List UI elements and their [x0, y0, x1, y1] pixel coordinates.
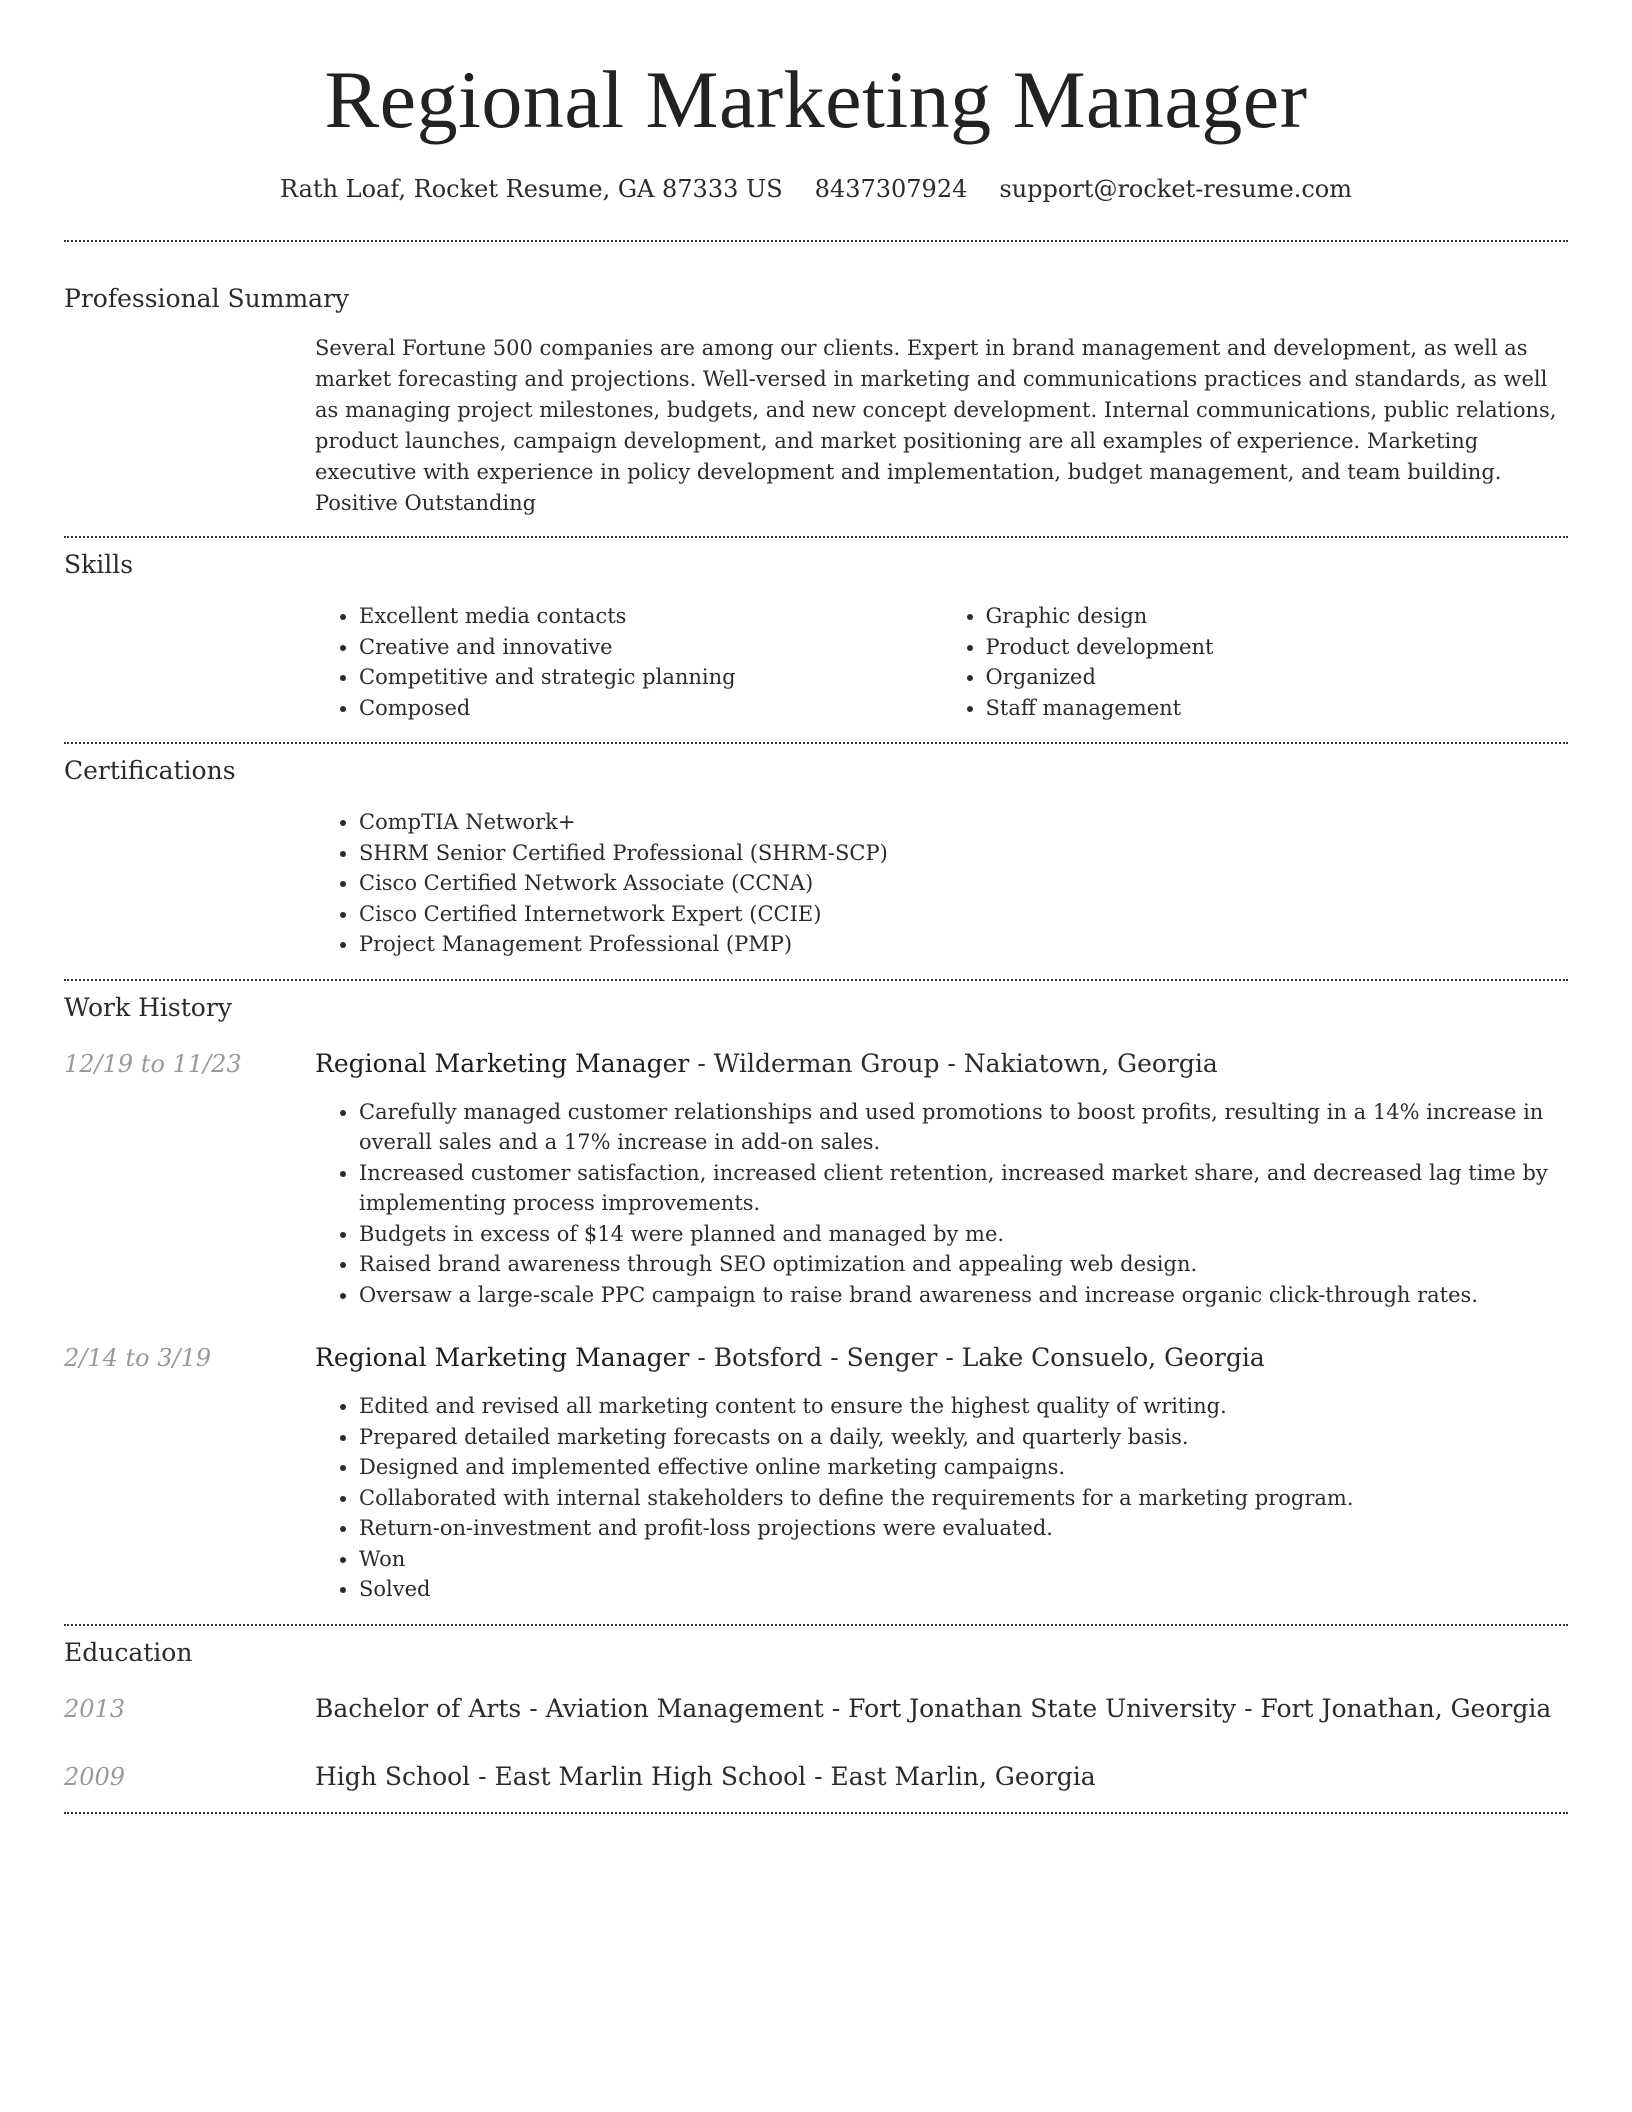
summary-section: [64, 242, 1568, 519]
job-bullets: [315, 1097, 1568, 1311]
job-dates: 12/19 to 11/23: [64, 1049, 242, 1078]
certifications-title: Certifications: [64, 756, 236, 785]
job-bullets: [315, 1391, 1568, 1605]
education-school: - East Marlin High School - East Marlin, Georgia: [470, 1761, 1096, 1791]
education-entry: [64, 1762, 1568, 1792]
job-bullet: • Increased customer satisfaction, increased client retention, increased market share, and decreased lag time by implementing process improvements.: [359, 1158, 1568, 1219]
resume-page: [64, 0, 1568, 1814]
job-entry: [64, 1343, 1568, 1605]
job-bullet: • Raised brand awareness through SEO optimization and appealing web design.: [359, 1249, 1568, 1280]
job-employer: - Botsford - Senger - Lake Consuelo, Georgia: [689, 1343, 1265, 1372]
education-degree: Bachelor of Arts: [315, 1693, 522, 1723]
skill-item: • Product development: [986, 632, 1569, 663]
candidate-name: Regional Marketing Manager: [324, 54, 1308, 145]
job-bullet: • Won: [359, 1544, 1568, 1575]
job-header: [64, 1343, 1568, 1373]
education-year: 2009: [64, 1762, 126, 1791]
job-header: [64, 1049, 1568, 1079]
job-employer: - Wilderman Group - Nakiatown, Georgia: [689, 1048, 1218, 1078]
job-bullet: • Oversaw a large-scale PPC campaign to raise brand awareness and increase organic click-through rates.: [359, 1280, 1568, 1311]
summary-title: Professional Summary: [64, 284, 350, 313]
job-bullet: • Designed and implemented effective online marketing campaigns.: [359, 1452, 1568, 1483]
skill-item: • Competitive and strategic planning: [359, 662, 942, 693]
section-divider: [64, 1812, 1568, 1814]
job-title-line: [315, 1343, 1265, 1373]
contact-line: [64, 174, 1568, 204]
education-entry: [64, 1694, 1568, 1724]
resume-header: [64, 0, 1568, 204]
job-bullet: • Return-on-investment and profit-loss projections were evaluated.: [359, 1513, 1568, 1544]
work-title: Work History: [64, 992, 232, 1022]
certifications-content: [315, 807, 1568, 960]
skill-item: • Organized: [986, 662, 1569, 693]
work-section: [64, 981, 1568, 1605]
contact-phone: 8437307924: [814, 175, 968, 203]
job-bullet: • Carefully managed customer relationships and used promotions to boost profits, resulting in a 14% increase in overall sales and a 17% increase in add-on sales.: [359, 1097, 1568, 1158]
certification-item: • CompTIA Network+: [359, 807, 1568, 838]
education-title-line: [315, 1762, 1096, 1792]
job-bullet: • Solved: [359, 1574, 1568, 1605]
certifications-section: [64, 744, 1568, 960]
education-title: Education: [64, 1637, 193, 1667]
job-bullet: • Prepared detailed marketing forecasts on a daily, weekly, and quarterly basis.: [359, 1422, 1568, 1453]
job-bullet: • Budgets in excess of $14 were planned and managed by me.: [359, 1219, 1568, 1250]
job-bullet: • Collaborated with internal stakeholders to define the requirements for a marketing program.: [359, 1483, 1568, 1514]
skill-item: • Creative and innovative: [359, 632, 942, 663]
skills-grid: [315, 601, 1568, 723]
skills-title: Skills: [64, 550, 134, 579]
skills-section: [64, 538, 1568, 723]
skill-item: • Composed: [359, 693, 942, 724]
contact-address: Rath Loaf, Rocket Resume, GA 87333 US: [280, 175, 783, 203]
job-dates: 2/14 to 3/19: [64, 1344, 212, 1372]
summary-text: Several Fortune 500 companies are among our clients. Expert in brand management and development, as well as market forecasting and projections. Well-versed in marketing and communications practices and standards, as well as managing project milestones, budgets, and new concept development. Internal communications, public relations, product launches, campaign development, and market positioning are all examples of experience. Marketing executive with experience in policy development and implementation, budget management, and team building. Positive Outstanding: [315, 336, 1557, 515]
education-section: [64, 1626, 1568, 1792]
education-year: 2013: [64, 1694, 126, 1723]
job-title-line: [315, 1049, 1218, 1079]
skills-list-left: [315, 601, 942, 723]
job-bullet: • Edited and revised all marketing content to ensure the highest quality of writing.: [359, 1391, 1568, 1422]
job-entry: [64, 1049, 1568, 1311]
education-title-line: [315, 1694, 1551, 1724]
skill-item: • Graphic design: [986, 601, 1569, 632]
contact-email: support@rocket-resume.com: [999, 175, 1352, 203]
education-school: - Aviation Management - Fort Jonathan State University - Fort Jonathan, Georgia: [521, 1693, 1552, 1723]
skill-item: • Staff management: [986, 693, 1569, 724]
certification-item: • Project Management Professional (PMP): [359, 929, 1568, 960]
job-details: [315, 1391, 1568, 1605]
skill-item: • Excellent media contacts: [359, 601, 942, 632]
job-title: Regional Marketing Manager: [315, 1343, 690, 1372]
certifications-list: [315, 807, 1568, 960]
certification-item: • Cisco Certified Internetwork Expert (CCIE): [359, 899, 1568, 930]
job-title: Regional Marketing Manager: [315, 1048, 690, 1078]
certification-item: • SHRM Senior Certified Professional (SHRM-SCP): [359, 838, 1568, 869]
education-degree: High School: [315, 1761, 471, 1791]
skills-list-right: [942, 601, 1569, 723]
job-details: [315, 1097, 1568, 1311]
certification-item: • Cisco Certified Network Associate (CCNA): [359, 868, 1568, 899]
